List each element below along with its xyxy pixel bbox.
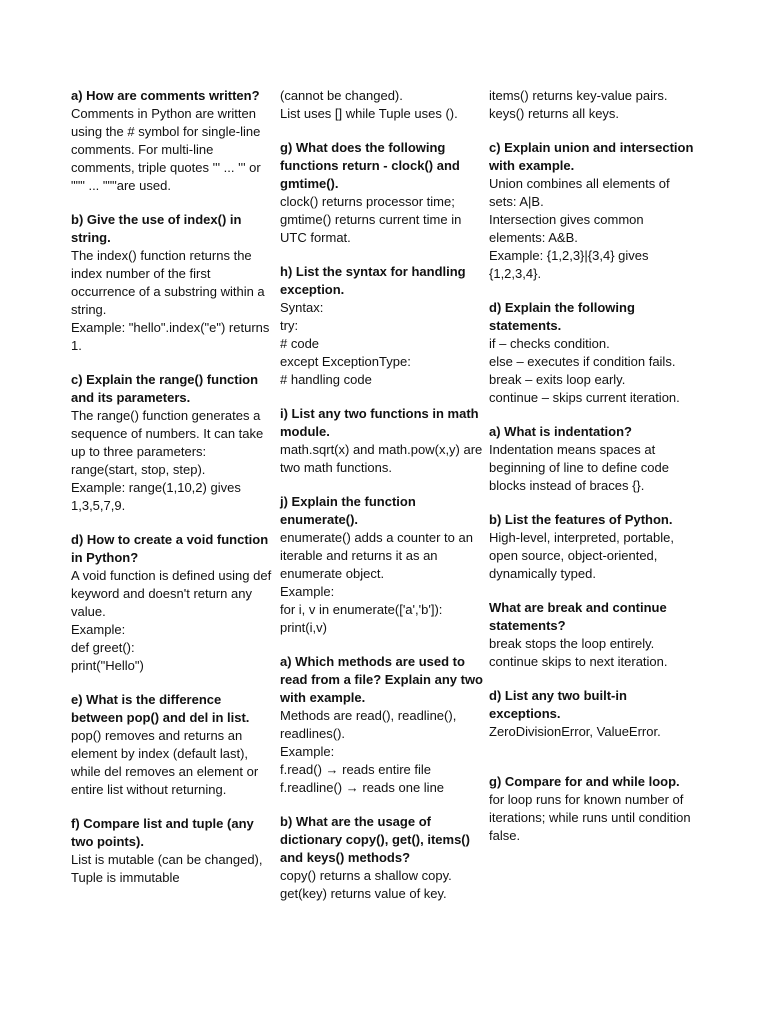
answer: pop() removes and returns an element by index (default last), while del removes an element or entire list without returning.	[71, 728, 259, 797]
question: d) Explain the following statements.	[489, 300, 635, 333]
question: b) Give the use of index() in string.	[71, 212, 242, 245]
qa-section-continued	[489, 87, 695, 123]
qa-section	[489, 423, 695, 495]
question: What are break and continue statements?	[489, 600, 667, 633]
qa-section	[489, 299, 695, 407]
question: d) List any two built-in exceptions.	[489, 688, 627, 721]
answer: copy() returns a shallow copy. get(key) returns value of key.	[280, 868, 452, 901]
qa-section	[280, 263, 484, 389]
qa-section	[489, 511, 695, 583]
answer: ZeroDivisionError, ValueError.	[489, 724, 661, 739]
question: a) How are comments written?	[71, 88, 260, 103]
question: g) Compare for and while loop.	[489, 774, 680, 789]
qa-section	[71, 371, 275, 515]
question: b) What are the usage of dictionary copy(), get(), items() and keys() methods?	[280, 814, 470, 865]
question: j) Explain the function enumerate().	[280, 494, 416, 527]
answer: Syntax: try: # code except ExceptionType: # handling code	[280, 300, 411, 387]
question: h) List the syntax for handling exception.	[280, 264, 466, 297]
answer: High-level, interpreted, portable, open source, object-oriented, dynamically typed.	[489, 530, 674, 581]
answer: Indentation means spaces at beginning of line to define code blocks instead of braces {}.	[489, 442, 669, 493]
answer: enumerate() adds a counter to an iterable and returns it as an enumerate object. Example: for i, v in enumerate(['a','b']): print(i,v)	[280, 530, 473, 635]
question: f) Compare list and tuple (any two points).	[71, 816, 254, 849]
qa-section	[280, 493, 484, 637]
question: i) List any two functions in math module.	[280, 406, 479, 439]
answer: clock() returns processor time; gmtime() returns current time in UTC format.	[280, 194, 462, 245]
question: c) Explain the range() function and its parameters.	[71, 372, 259, 405]
answer: for loop runs for known number of iterations; while runs until condition false.	[489, 792, 691, 843]
answer: if – checks condition. else – executes if condition fails. break – exits loop early. continue – skips current iteration.	[489, 336, 680, 405]
column-2	[280, 87, 484, 919]
qa-section-continued	[280, 87, 484, 123]
qa-section	[489, 773, 695, 845]
qa-section	[280, 139, 484, 247]
answer: items() returns key-value pairs. keys() returns all keys.	[489, 88, 668, 121]
question: c) Explain union and intersection with example.	[489, 140, 694, 173]
qa-section	[280, 813, 484, 903]
question: a) What is indentation?	[489, 424, 632, 439]
qa-section	[489, 687, 695, 741]
answer: A void function is defined using def keyword and doesn't return any value. Example: def greet(): print("Hello")	[71, 568, 272, 673]
answer: The index() function returns the index number of the first occurrence of a substring within a string. Example: "hello".index("e") returns 1.	[71, 248, 270, 353]
qa-section	[71, 691, 275, 799]
question: b) List the features of Python.	[489, 512, 673, 527]
qa-section	[71, 815, 275, 887]
answer: Union combines all elements of sets: A|B. Intersection gives common elements: A&B. Example: {1,2,3}|{3,4} gives {1,2,3,4}.	[489, 176, 670, 281]
answer: math.sqrt(x) and math.pow(x,y) are two math functions.	[280, 442, 483, 475]
answer: Comments in Python are written using the # symbol for single-line comments. For multi-line comments, triple quotes ''' ... ''' or """ ... """are used.	[71, 106, 261, 193]
question: e) What is the difference between pop() and del in list.	[71, 692, 250, 725]
answer: break stops the loop entirely. continue skips to next iteration.	[489, 636, 668, 669]
qa-section	[489, 139, 695, 283]
answer: (cannot be changed). List uses [] while Tuple uses ().	[280, 88, 458, 121]
column-3	[489, 87, 695, 861]
qa-section	[71, 87, 275, 195]
column-1	[71, 87, 275, 903]
answer: Methods are read(), readline(), readlines(). Example: f.read() → reads entire file f.readline() → reads one line	[280, 708, 457, 795]
qa-section	[71, 211, 275, 355]
spacer	[489, 757, 695, 773]
qa-section	[280, 653, 484, 797]
question: g) What does the following functions return - clock() and gmtime().	[280, 140, 460, 191]
answer: The range() function generates a sequence of numbers. It can take up to three parameters: range(start, stop, step). Example: range(1,10,2) gives 1,3,5,7,9.	[71, 408, 264, 513]
answer: List is mutable (can be changed), Tuple is immutable	[71, 852, 263, 885]
question: d) How to create a void function in Python?	[71, 532, 269, 565]
qa-section	[280, 405, 484, 477]
qa-section	[489, 599, 695, 671]
qa-section	[71, 531, 275, 675]
question: a) Which methods are used to read from a file? Explain any two with example.	[280, 654, 483, 705]
